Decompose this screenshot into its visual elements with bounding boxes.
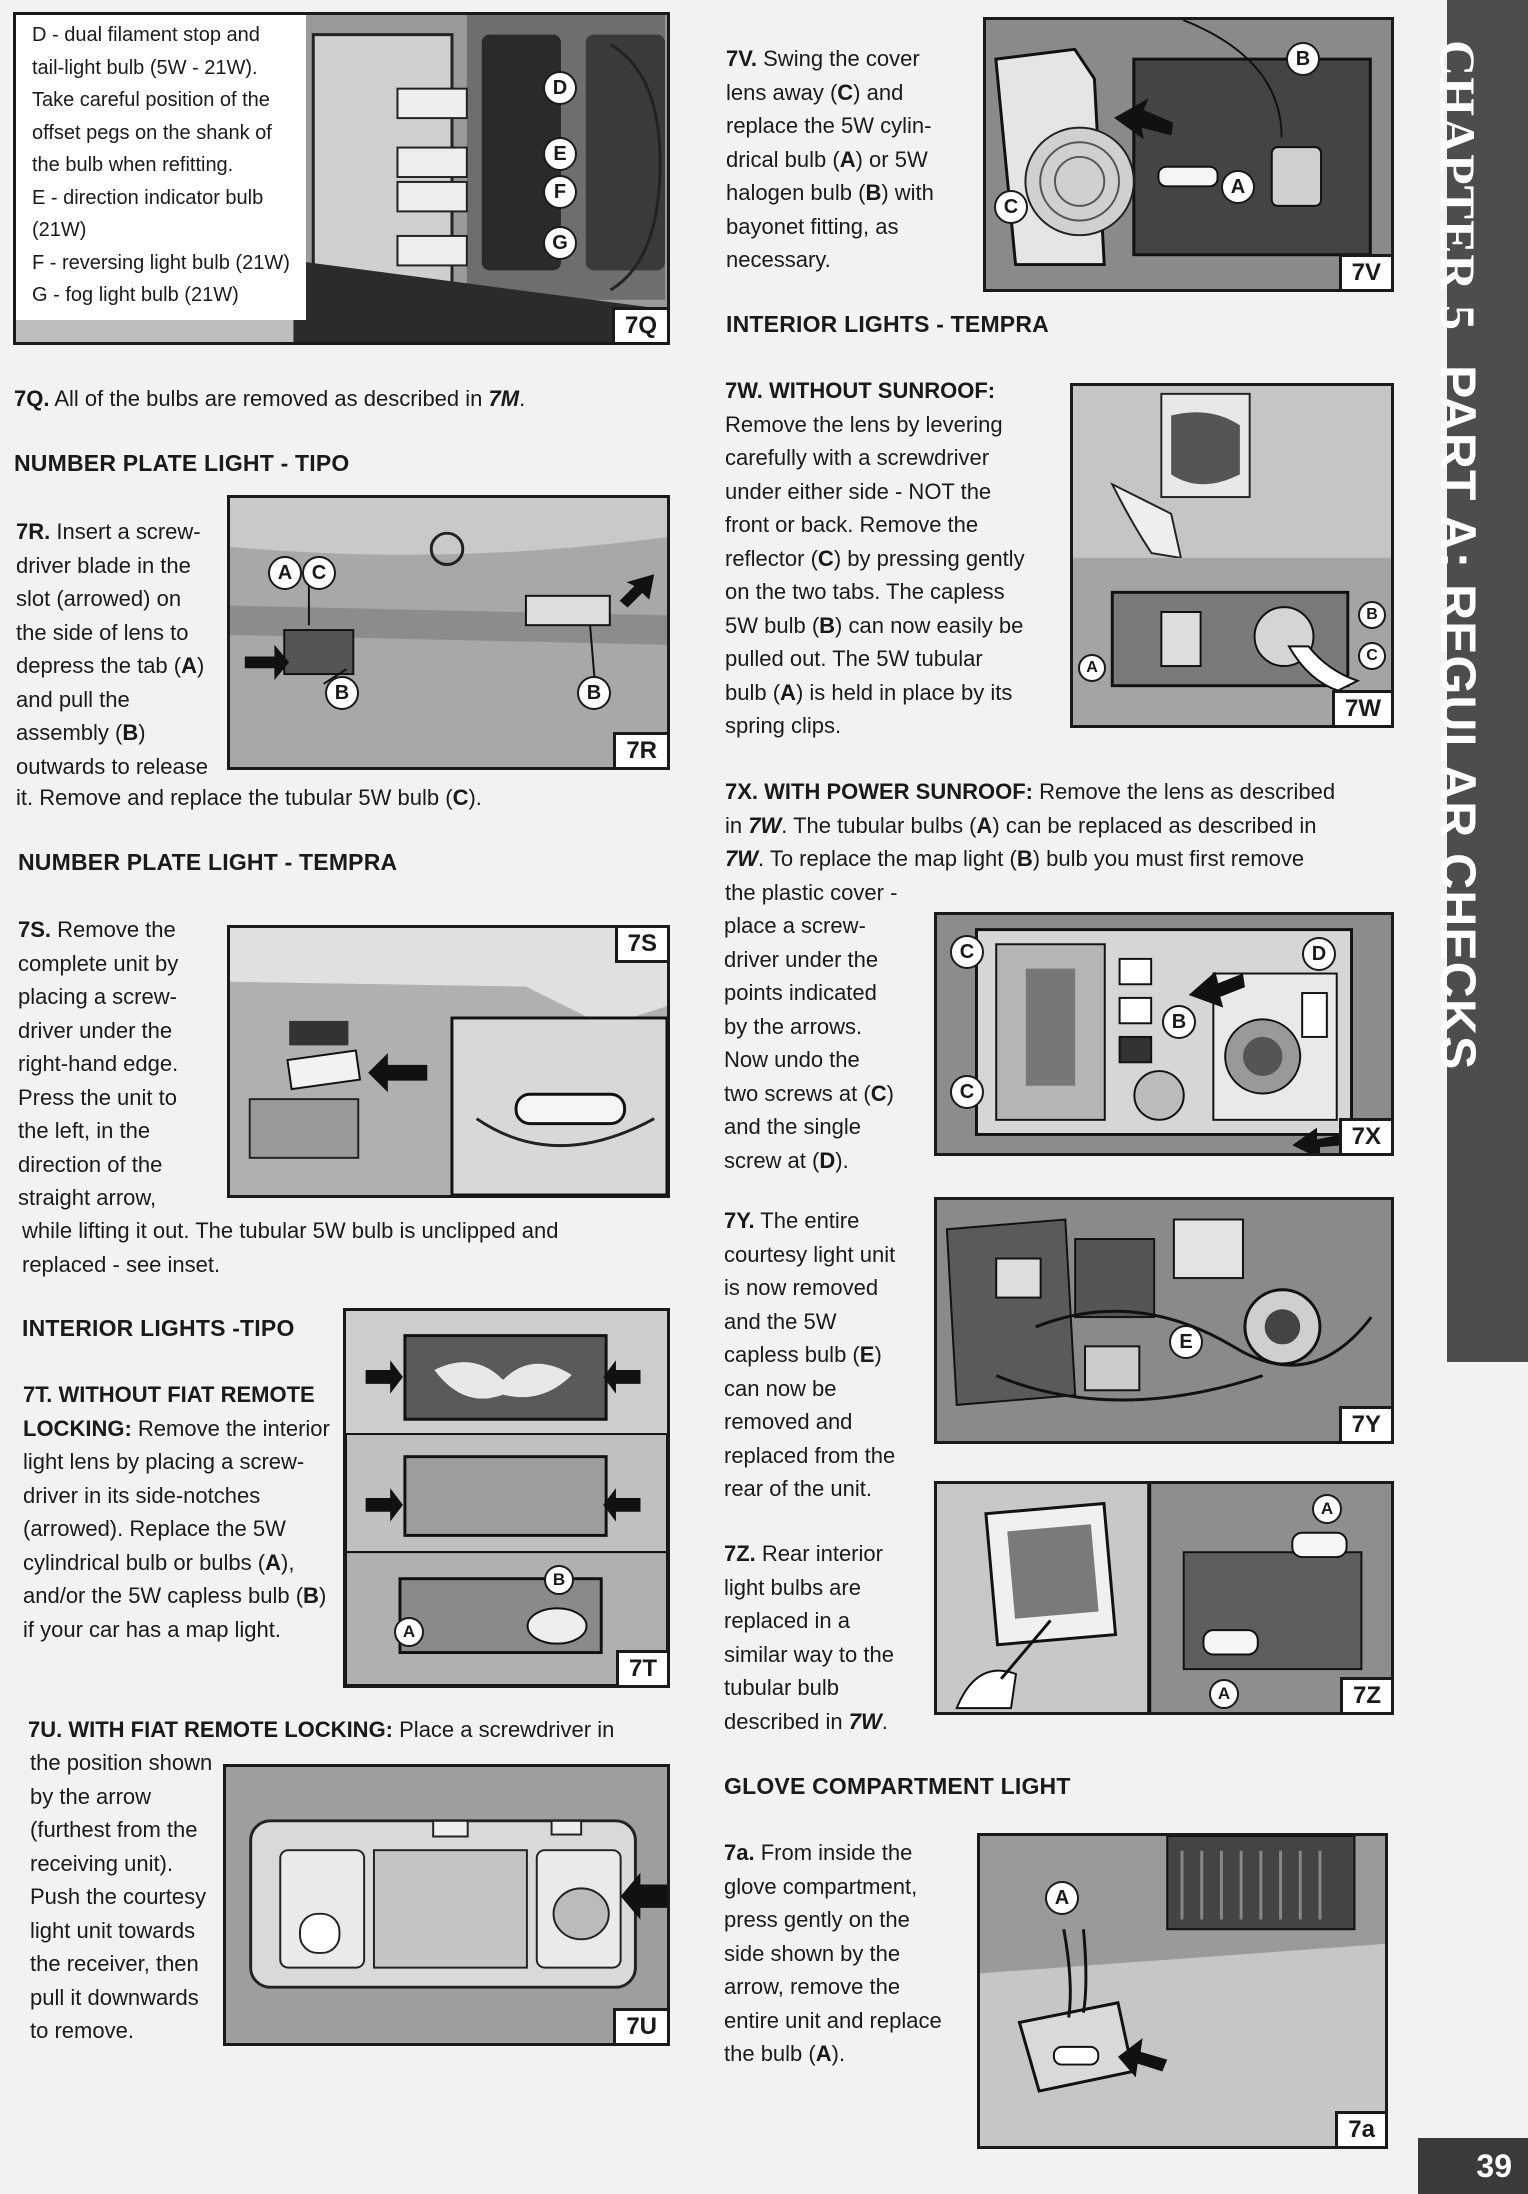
figure-reference: 7W <box>725 846 758 871</box>
paragraph-7z <box>724 1537 934 1738</box>
step-text: similar way to the <box>724 1641 894 1667</box>
step-text: by the arrow <box>30 1783 152 1809</box>
step-text: Now undo the <box>724 1047 860 1072</box>
step-text: Rear interior <box>755 1541 883 1566</box>
step-text: ) can now easily be <box>835 612 1024 638</box>
step-text: direction of the <box>18 1151 163 1177</box>
paragraph-7w <box>725 374 1070 743</box>
heading-glove-compartment-light: GLOVE COMPARTMENT LIGHT <box>724 1773 1071 1799</box>
callout-c: C <box>994 190 1028 224</box>
figure-label: 7S <box>615 928 667 963</box>
legend-line: D - dual filament stop and <box>32 24 260 46</box>
ref-letter: C <box>837 79 854 105</box>
step-text: Remove the <box>51 917 176 942</box>
step-text: pull it downwards <box>30 1984 199 2010</box>
step-text: Remove the lens by levering <box>725 411 1003 437</box>
paragraph-7x <box>724 909 934 1177</box>
callout-a: A <box>1209 1679 1239 1709</box>
paragraph-7v <box>726 42 981 277</box>
step-number: 7R. <box>16 519 51 544</box>
step-text: driver under the <box>18 1017 173 1043</box>
step-number: 7Y. <box>724 1208 755 1233</box>
step-text: and the 5W <box>724 1308 837 1334</box>
step-text: replaced - see inset. <box>22 1251 221 1277</box>
figure-label: 7X <box>1339 1118 1391 1153</box>
step-text: to remove. <box>30 2018 134 2043</box>
step-text: two screws at ( <box>724 1080 871 1106</box>
step-text: From inside the <box>754 1840 913 1865</box>
figure-label: 7T <box>616 1650 667 1685</box>
step-text: ) by pressing gently <box>833 545 1025 571</box>
step-text: pulled out. The 5W tubular <box>725 646 983 671</box>
step-text: 5W bulb ( <box>725 612 820 638</box>
step-text: slot (arrowed) on <box>16 586 182 611</box>
legend-line: F - reversing light bulb (21W) <box>32 251 290 274</box>
step-text: and the single <box>724 1114 861 1139</box>
step-text: driver in its side-notches <box>23 1482 261 1508</box>
figure-7x <box>934 912 1394 1156</box>
step-number: 7Z. <box>724 1541 756 1566</box>
step-text: the plastic cover - <box>725 879 898 905</box>
figure-label: 7Q <box>612 307 667 342</box>
figure-reference: 7W <box>848 1708 882 1734</box>
step-number: 7V. <box>726 46 758 71</box>
step-text: entire unit and replace <box>724 2007 942 2033</box>
chapter-label: CHAPTER 5 <box>1430 40 1486 331</box>
step-text: replaced in a <box>724 1608 850 1633</box>
figure-7z <box>934 1481 1394 1715</box>
ref-letter: B <box>865 180 882 205</box>
step-text: if your car has a map light. <box>23 1616 282 1642</box>
step-text: under either side - NOT the <box>725 478 992 504</box>
paragraph-7r <box>16 515 216 783</box>
step-text: described in <box>724 1708 849 1734</box>
step-text: driver blade in the <box>16 552 191 578</box>
heading-interior-lights-tempra: INTERIOR LIGHTS - TEMPRA <box>726 311 1049 337</box>
step-text: Remove the interior <box>131 1415 330 1441</box>
step-text: Place a screwdriver in <box>393 1717 615 1742</box>
callout-a: A <box>268 556 302 590</box>
step-text: driver under the <box>724 946 879 972</box>
step-text: outwards to release <box>16 753 208 779</box>
step-text: . <box>881 1708 888 1734</box>
ref-letter: A <box>839 146 856 172</box>
heading-interior-lights-tipo: INTERIOR LIGHTS -TIPO <box>22 1315 295 1341</box>
figure-7q <box>13 12 670 345</box>
step-text: halogen bulb ( <box>726 180 866 205</box>
legend-line: Take careful position of the <box>32 89 270 111</box>
step-text: (furthest from the <box>30 1817 198 1842</box>
step-text: front or back. Remove the <box>725 512 979 537</box>
step-text: light bulbs are <box>724 1574 861 1600</box>
callout-a: A <box>1312 1494 1342 1524</box>
legend-line: (21W) <box>32 219 87 241</box>
step-text: (arrowed). Replace the 5W <box>23 1516 286 1541</box>
step-text: ), <box>281 1549 295 1575</box>
step-text: lens away ( <box>726 79 838 105</box>
paragraph-7s <box>18 913 228 1215</box>
step-text: press gently on the <box>724 1907 910 1932</box>
figure-reference: 7W <box>748 812 782 838</box>
callout-b: B <box>325 676 359 710</box>
step-text: is now removed <box>724 1275 879 1300</box>
ref-letter: A <box>976 812 993 838</box>
callout-b: B <box>1162 1005 1196 1039</box>
ref-letter: D <box>819 1147 836 1173</box>
step-text: right-hand edge. <box>18 1051 179 1076</box>
step-text: ) <box>197 653 205 678</box>
figure-label: 7a <box>1335 2111 1385 2146</box>
step-text: ) with <box>881 180 934 205</box>
step-text: receiving unit). <box>30 1850 174 1876</box>
step-text: ). <box>468 785 482 810</box>
step-text: by the arrows. <box>724 1013 863 1039</box>
step-text: the bulb ( <box>724 2041 816 2066</box>
step-text: Remove the lens as described <box>1033 779 1336 804</box>
step-text: reflector ( <box>725 545 818 571</box>
callout-d: D <box>1302 937 1336 971</box>
step-text: ) can be replaced as described in <box>992 812 1317 838</box>
figure-label: 7V <box>1339 254 1391 289</box>
callout-a: A <box>1078 654 1106 682</box>
step-text: Swing the cover <box>757 46 920 71</box>
figure-label: 7W <box>1332 690 1391 725</box>
callout-a: A <box>1221 170 1255 204</box>
ref-letter: B <box>303 1583 319 1608</box>
step-text: the side of lens to <box>16 619 189 645</box>
callout-b: B <box>577 676 611 710</box>
step-text: tubular bulb <box>724 1675 839 1700</box>
ref-letter: C <box>817 545 834 571</box>
step-text: . To replace the map light ( <box>758 846 1017 871</box>
figure-7a <box>977 1833 1388 2149</box>
figure-reference: 7M <box>488 386 520 411</box>
ref-letter: C <box>452 785 469 810</box>
step-text: . The tubular bulbs ( <box>781 812 977 838</box>
step-number: 7Q. <box>14 386 50 411</box>
paragraph-7s-end <box>22 1214 558 1281</box>
callout-c: C <box>950 1075 984 1109</box>
step-text: place a screw- <box>724 913 866 938</box>
heading-number-plate-tipo: NUMBER PLATE LIGHT - TIPO <box>14 450 350 476</box>
step-text: cylindrical bulb or bulbs ( <box>23 1549 266 1575</box>
step-text: placing a screw- <box>18 984 177 1009</box>
ref-letter: E <box>859 1342 875 1367</box>
figure-7t <box>343 1308 670 1688</box>
step-text: ) is held in place by its <box>795 679 1013 705</box>
step-text: Press the unit to <box>18 1084 177 1110</box>
step-text: replaced from the <box>724 1442 896 1468</box>
step-text: light unit towards <box>30 1917 196 1943</box>
step-text: Push the courtesy <box>30 1884 207 1909</box>
step-text: removed and <box>724 1409 853 1434</box>
callout-b: B <box>1358 601 1386 629</box>
step-text: the left, in the <box>18 1118 151 1143</box>
ref-letter: A <box>780 679 796 705</box>
step-text: ). <box>835 1147 849 1173</box>
callout-b: B <box>544 1565 574 1595</box>
ref-letter: B <box>1016 846 1033 871</box>
step-text: screw at ( <box>724 1147 820 1173</box>
figure-7s <box>227 925 670 1198</box>
step-text: light lens by placing a screw- <box>23 1449 305 1474</box>
step-text: complete unit by <box>18 950 179 976</box>
step-text: arrow, remove the <box>724 1974 901 1999</box>
ref-letter: C <box>870 1080 887 1106</box>
ref-letter: A <box>181 653 197 678</box>
step-text: can now be <box>724 1375 837 1401</box>
figure-label: 7Y <box>1339 1406 1391 1441</box>
paragraph-7r-end <box>16 781 482 815</box>
figure-7u <box>223 1764 670 2046</box>
step-text: ) <box>886 1080 894 1106</box>
step-text: replace the 5W cylin- <box>726 113 932 138</box>
step-text: drical bulb ( <box>726 146 840 172</box>
step-text: necessary. <box>726 247 831 272</box>
callout-e: E <box>1169 1325 1203 1359</box>
step-text: Insert a screw- <box>50 519 201 544</box>
step-text: courtesy light unit <box>724 1241 896 1267</box>
step-text: rear of the unit. <box>724 1476 872 1501</box>
part-label: PART A: REGULAR CHECKS <box>1430 364 1486 1071</box>
step-heading: 7W. WITHOUT SUNROOF: <box>725 378 996 403</box>
step-text: ) <box>874 1342 882 1367</box>
callout-d: D <box>543 71 577 105</box>
callout-a: A <box>394 1617 424 1647</box>
callout-e: E <box>543 137 577 171</box>
callout-f: F <box>543 175 577 209</box>
legend-line: G - fog light bulb (21W) <box>32 284 239 306</box>
step-text: glove compartment, <box>724 1873 918 1899</box>
paragraph-7u <box>30 1746 225 2048</box>
figure-label: 7Z <box>1340 1677 1391 1712</box>
chapter-sidebar-title <box>1429 40 1487 1070</box>
callout-c: C <box>1358 642 1386 670</box>
figure-7r <box>227 495 670 770</box>
callout-a: A <box>1045 1881 1079 1915</box>
step-text: ). <box>831 2041 846 2066</box>
step-heading: 7U. WITH FIAT REMOTE LOCKING: <box>28 1717 394 1742</box>
step-text: straight arrow, <box>18 1185 157 1210</box>
step-text: the receiver, then <box>30 1951 199 1976</box>
figure-7q-legend <box>16 15 306 320</box>
legend-line: tail-light bulb (5W - 21W). <box>32 56 258 79</box>
step-text: ) bulb you must first remove <box>1032 846 1305 871</box>
figure-label: 7U <box>613 2008 667 2043</box>
legend-line: the bulb when refitting. <box>32 154 234 176</box>
paragraph-7t <box>23 1378 343 1646</box>
ref-letter: B <box>122 720 139 745</box>
step-text: carefully with a screwdriver <box>725 445 990 470</box>
step-text: depress the tab ( <box>16 653 182 678</box>
paragraph-7y <box>724 1204 934 1506</box>
step-text: and pull the <box>16 686 130 712</box>
step-text: spring clips. <box>725 713 842 738</box>
step-text: on the two tabs. The capless <box>725 579 1005 604</box>
legend-line: offset pegs on the shank of <box>32 121 272 144</box>
step-text: ) <box>138 720 146 745</box>
step-text: ) <box>318 1583 327 1608</box>
figure-7v <box>983 17 1394 292</box>
step-text: capless bulb ( <box>724 1342 860 1367</box>
step-number: 7S. <box>18 917 52 942</box>
heading-number-plate-tempra: NUMBER PLATE LIGHT - TEMPRA <box>18 849 398 875</box>
step-number: 7a. <box>724 1840 755 1865</box>
step-text: . <box>519 386 526 411</box>
paragraph-7u-head <box>28 1713 614 1747</box>
ref-letter: A <box>265 1549 281 1575</box>
ref-letter: B <box>819 612 836 638</box>
paragraph-7q <box>14 382 525 416</box>
step-text: the position shown <box>30 1750 213 1775</box>
step-heading: 7X. WITH POWER SUNROOF: <box>725 779 1033 804</box>
step-text: side shown by the <box>724 1940 901 1966</box>
figure-7y <box>934 1197 1394 1444</box>
step-text: in <box>725 812 749 838</box>
callout-c: C <box>950 935 984 969</box>
figure-7w <box>1070 383 1394 728</box>
step-text: bayonet fitting, as <box>726 213 899 239</box>
legend-line: E - direction indicator bulb <box>32 186 264 209</box>
paragraph-7a <box>724 1836 974 2071</box>
page-number: 39 <box>1418 2138 1528 2194</box>
step-text: ) and <box>853 79 904 105</box>
step-text: The entire <box>754 1208 860 1233</box>
step-text: assembly ( <box>16 720 123 745</box>
ref-letter: A <box>815 2041 832 2066</box>
callout-b: B <box>1286 42 1320 76</box>
figure-label: 7R <box>613 732 667 767</box>
step-text: All of the bulbs are removed as described in <box>49 386 489 411</box>
callout-c: C <box>302 556 336 590</box>
step-heading: 7T. WITHOUT FIAT REMOTE <box>23 1382 315 1407</box>
step-text: ) or 5W <box>855 146 928 172</box>
step-text: bulb ( <box>725 679 781 705</box>
step-heading: LOCKING: <box>23 1415 132 1441</box>
callout-g: G <box>543 226 577 260</box>
step-text: and/or the 5W capless bulb ( <box>23 1583 304 1608</box>
paragraph-7x-top <box>725 775 1405 909</box>
step-text: it. Remove and replace the tubular 5W bulb ( <box>16 785 453 810</box>
step-text: points indicated <box>724 980 877 1005</box>
step-text: while lifting it out. The tubular 5W bulb is unclipped and <box>22 1218 559 1243</box>
